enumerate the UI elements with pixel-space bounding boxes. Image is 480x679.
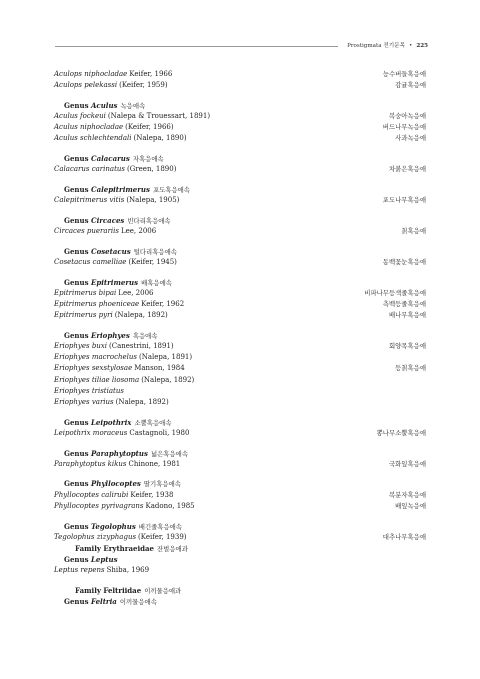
korean-name: 복분자혹응애 xyxy=(388,490,426,499)
species-author: Keifer, 1962 xyxy=(141,300,185,308)
korean-name: 등칡혹응애 xyxy=(395,364,426,373)
species-name: Aculus niphocladae xyxy=(54,123,124,132)
species-entry xyxy=(54,490,426,501)
genus-korean-name: 빈다리혹응애속 xyxy=(127,216,171,225)
species-author: Keifer, 1938 xyxy=(130,490,174,499)
genus-heading xyxy=(54,596,426,607)
genus-korean-name: 포도혹응애속 xyxy=(152,186,190,194)
korean-name: 능수버들혹응애 xyxy=(382,70,426,78)
genus-name: Aculus xyxy=(91,100,118,110)
species-entry xyxy=(54,310,426,321)
genus-name: Paraphytoptus xyxy=(91,448,148,458)
korean-name: 동백꽃눈혹응애 xyxy=(382,257,426,266)
species-name: Eriophyes varius xyxy=(54,398,114,406)
species-entry xyxy=(54,397,426,408)
genus-prefix: Genus xyxy=(64,277,89,287)
species-entry xyxy=(54,352,426,363)
species-name: Calacarus carinatus xyxy=(54,165,125,174)
genus-korean-name: 딸기혹응애속 xyxy=(143,480,181,489)
species-name: Aculops pelekassi xyxy=(54,81,118,90)
genus-heading xyxy=(54,521,426,532)
species-name: Epitrimerus bipai xyxy=(54,288,117,297)
species-name: Calepitrimerus vitis xyxy=(54,196,125,205)
genus-prefix: Genus xyxy=(64,246,89,256)
genus-prefix: Genus xyxy=(64,479,89,489)
species-name: Epitrimerus phoeniceae xyxy=(54,300,140,308)
species-author: (Nalepa, 1891) xyxy=(139,353,193,362)
species-author: (Nalepa, 1892) xyxy=(114,311,168,320)
species-entry xyxy=(54,122,426,133)
family-name: Family Feltriidae xyxy=(75,585,142,595)
genus-name: Calepitrimerus xyxy=(91,185,150,194)
page-number: 225 xyxy=(416,43,428,49)
species-author: (Keifer, 1939) xyxy=(138,532,187,541)
species-entry xyxy=(54,565,426,576)
genus-heading xyxy=(54,330,426,341)
genus-prefix: Genus xyxy=(64,154,89,164)
korean-name: 대추나무혹응애 xyxy=(382,532,426,541)
species-name: Paraphytoptus kikus xyxy=(54,459,127,468)
korean-name: 감귤혹응애 xyxy=(395,81,426,90)
species-list xyxy=(54,69,426,607)
genus-prefix: Genus xyxy=(64,597,89,607)
species-name: Leipothrix moraceus xyxy=(54,428,128,437)
genus-prefix: Genus xyxy=(64,215,89,225)
korean-name: 배나무혹응애 xyxy=(388,311,426,320)
korean-name: 칡혹응애 xyxy=(401,227,426,236)
species-entry xyxy=(54,299,426,310)
species-name: Aculus schlechtendali xyxy=(54,134,132,143)
genus-name: Tegolophus xyxy=(91,521,136,531)
species-name: Aculops niphocladae xyxy=(54,70,128,78)
genus-heading xyxy=(54,554,426,565)
korean-name: 배잎녹응애 xyxy=(395,501,426,510)
species-entry xyxy=(54,501,426,512)
genus-name: Leptus xyxy=(91,555,118,565)
species-author: Kadono, 1985 xyxy=(145,501,195,510)
species-author: (Nalepa, 1905) xyxy=(126,196,180,205)
genus-korean-name: 넓은혹응애속 xyxy=(150,449,188,458)
species-name: Phyllocoptes calirubi xyxy=(54,490,129,499)
korean-name: 비파나무등색줄혹응애 xyxy=(364,288,426,297)
species-entry xyxy=(54,226,426,237)
genus-name: Cosetacus xyxy=(91,246,131,256)
species-entry xyxy=(54,257,426,268)
genus-korean-name: 이끼물응애속 xyxy=(119,598,157,607)
genus-name: Calacarus xyxy=(91,154,130,164)
species-author: Chinone, 1981 xyxy=(128,459,181,468)
species-author: (Keifer, 1945) xyxy=(128,257,177,266)
family-name: Family Erythraeidae xyxy=(75,543,154,553)
korean-name: 측백등줄혹응애 xyxy=(382,300,426,308)
korean-name: 국화잎혹응애 xyxy=(388,459,426,468)
species-entry xyxy=(54,111,426,122)
species-author: (Keifer, 1959) xyxy=(119,81,168,90)
species-name: Epitrimerus pyri xyxy=(54,311,113,320)
genus-korean-name: 배긴줄혹응애속 xyxy=(138,522,182,531)
species-entry xyxy=(54,386,426,397)
family-korean-name: 이끼물응애과 xyxy=(144,586,182,595)
genus-name: Eriophyes xyxy=(91,330,130,340)
family-heading xyxy=(54,543,426,554)
species-name: Eriophyes tristiatus xyxy=(54,386,124,395)
genus-heading xyxy=(54,417,426,428)
korean-name: 회양목혹응애 xyxy=(388,342,426,351)
genus-prefix: Genus xyxy=(64,417,89,427)
header-section: Prostigmata 전기문목 xyxy=(347,43,405,49)
family-korean-name: 잔벌응애과 xyxy=(157,544,188,553)
korean-name: 차붉은혹응애 xyxy=(388,165,426,174)
species-author: Manson, 1984 xyxy=(134,364,185,373)
genus-prefix: Genus xyxy=(64,448,89,458)
genus-korean-name: 혹응애속 xyxy=(132,331,158,340)
species-author: Lee, 2006 xyxy=(118,288,154,297)
genus-heading xyxy=(54,215,426,226)
species-name: Eriophyes tiliae liosoma xyxy=(54,375,140,384)
header-bullet: • xyxy=(409,43,413,49)
genus-korean-name: 소뿔혹응애속 xyxy=(134,418,172,427)
species-entry xyxy=(54,532,426,543)
species-author: Castagnoli, 1980 xyxy=(129,428,190,437)
species-entry xyxy=(54,133,426,144)
family-heading xyxy=(54,585,426,596)
genus-prefix: Genus xyxy=(64,330,89,340)
species-name: Leptus repens xyxy=(54,566,105,575)
genus-name: Leipothrix xyxy=(91,417,132,427)
korean-name: 복숭아녹응애 xyxy=(388,112,426,121)
korean-name: 버드나무녹응애 xyxy=(382,123,426,132)
species-entry xyxy=(54,288,426,299)
species-author: (Nalepa, 1892) xyxy=(115,398,169,406)
species-author: Keifer, 1966 xyxy=(129,70,173,78)
species-author: (Nalepa, 1892) xyxy=(141,375,195,384)
genus-prefix: Genus xyxy=(64,555,89,565)
header-text xyxy=(347,40,428,52)
species-name: Tegolophus zizyphagus xyxy=(54,532,137,541)
genus-korean-name: 녹응애속 xyxy=(120,101,146,110)
species-entry xyxy=(54,459,426,470)
species-name: Phyllocoptes pyrivagrans xyxy=(54,501,144,510)
species-name: Cosetacus camelliae xyxy=(54,257,127,266)
korean-name: 사과녹응애 xyxy=(395,134,426,143)
species-entry xyxy=(54,341,426,352)
genus-name: Epitrimerus xyxy=(91,277,139,287)
species-entry xyxy=(54,69,426,80)
species-author: (Nalepa, 1890) xyxy=(133,134,187,143)
species-name: Aculus fockeui xyxy=(54,112,106,121)
korean-name: 뽕나무소뿔혹응애 xyxy=(376,428,426,437)
genus-korean-name: 자혹응애속 xyxy=(132,155,164,164)
species-author: (Green, 1890) xyxy=(126,165,177,174)
genus-heading xyxy=(54,246,426,257)
genus-heading xyxy=(54,277,426,288)
species-entry xyxy=(54,428,426,439)
running-header xyxy=(55,40,428,52)
genus-name: Phyllocoptes xyxy=(91,479,141,489)
genus-prefix: Genus xyxy=(64,521,89,531)
genus-heading xyxy=(54,100,426,111)
genus-korean-name: 배혹응애속 xyxy=(141,278,172,287)
genus-heading xyxy=(54,184,426,195)
species-name: Circaces puerariis xyxy=(54,227,119,236)
species-author: (Keifer, 1966) xyxy=(125,123,174,132)
header-rule xyxy=(55,46,338,47)
species-entry xyxy=(54,363,426,374)
species-author: (Nalepa & Trouessart, 1891) xyxy=(107,112,211,121)
genus-heading xyxy=(54,478,426,489)
species-entry xyxy=(54,375,426,386)
species-entry xyxy=(54,80,426,91)
species-name: Eriophyes macrochelus xyxy=(54,353,138,362)
genus-prefix: Genus xyxy=(64,100,89,110)
species-entry xyxy=(54,164,426,175)
species-name: Eriophyes buxi xyxy=(54,342,107,351)
genus-prefix: Genus xyxy=(64,185,89,194)
genus-heading xyxy=(54,153,426,164)
genus-korean-name: 털다리혹응애속 xyxy=(133,247,177,256)
species-name: Eriophyes sexstylosae xyxy=(54,364,133,373)
species-author: Shiba, 1969 xyxy=(106,566,150,575)
species-author: Lee, 2006 xyxy=(120,227,157,236)
genus-name: Circaces xyxy=(91,215,125,225)
genus-name: Feltria xyxy=(91,597,117,607)
korean-name: 포도나무혹응애 xyxy=(382,196,426,205)
species-entry xyxy=(54,195,426,206)
species-author: (Canestrini, 1891) xyxy=(109,342,174,351)
genus-heading xyxy=(54,448,426,459)
